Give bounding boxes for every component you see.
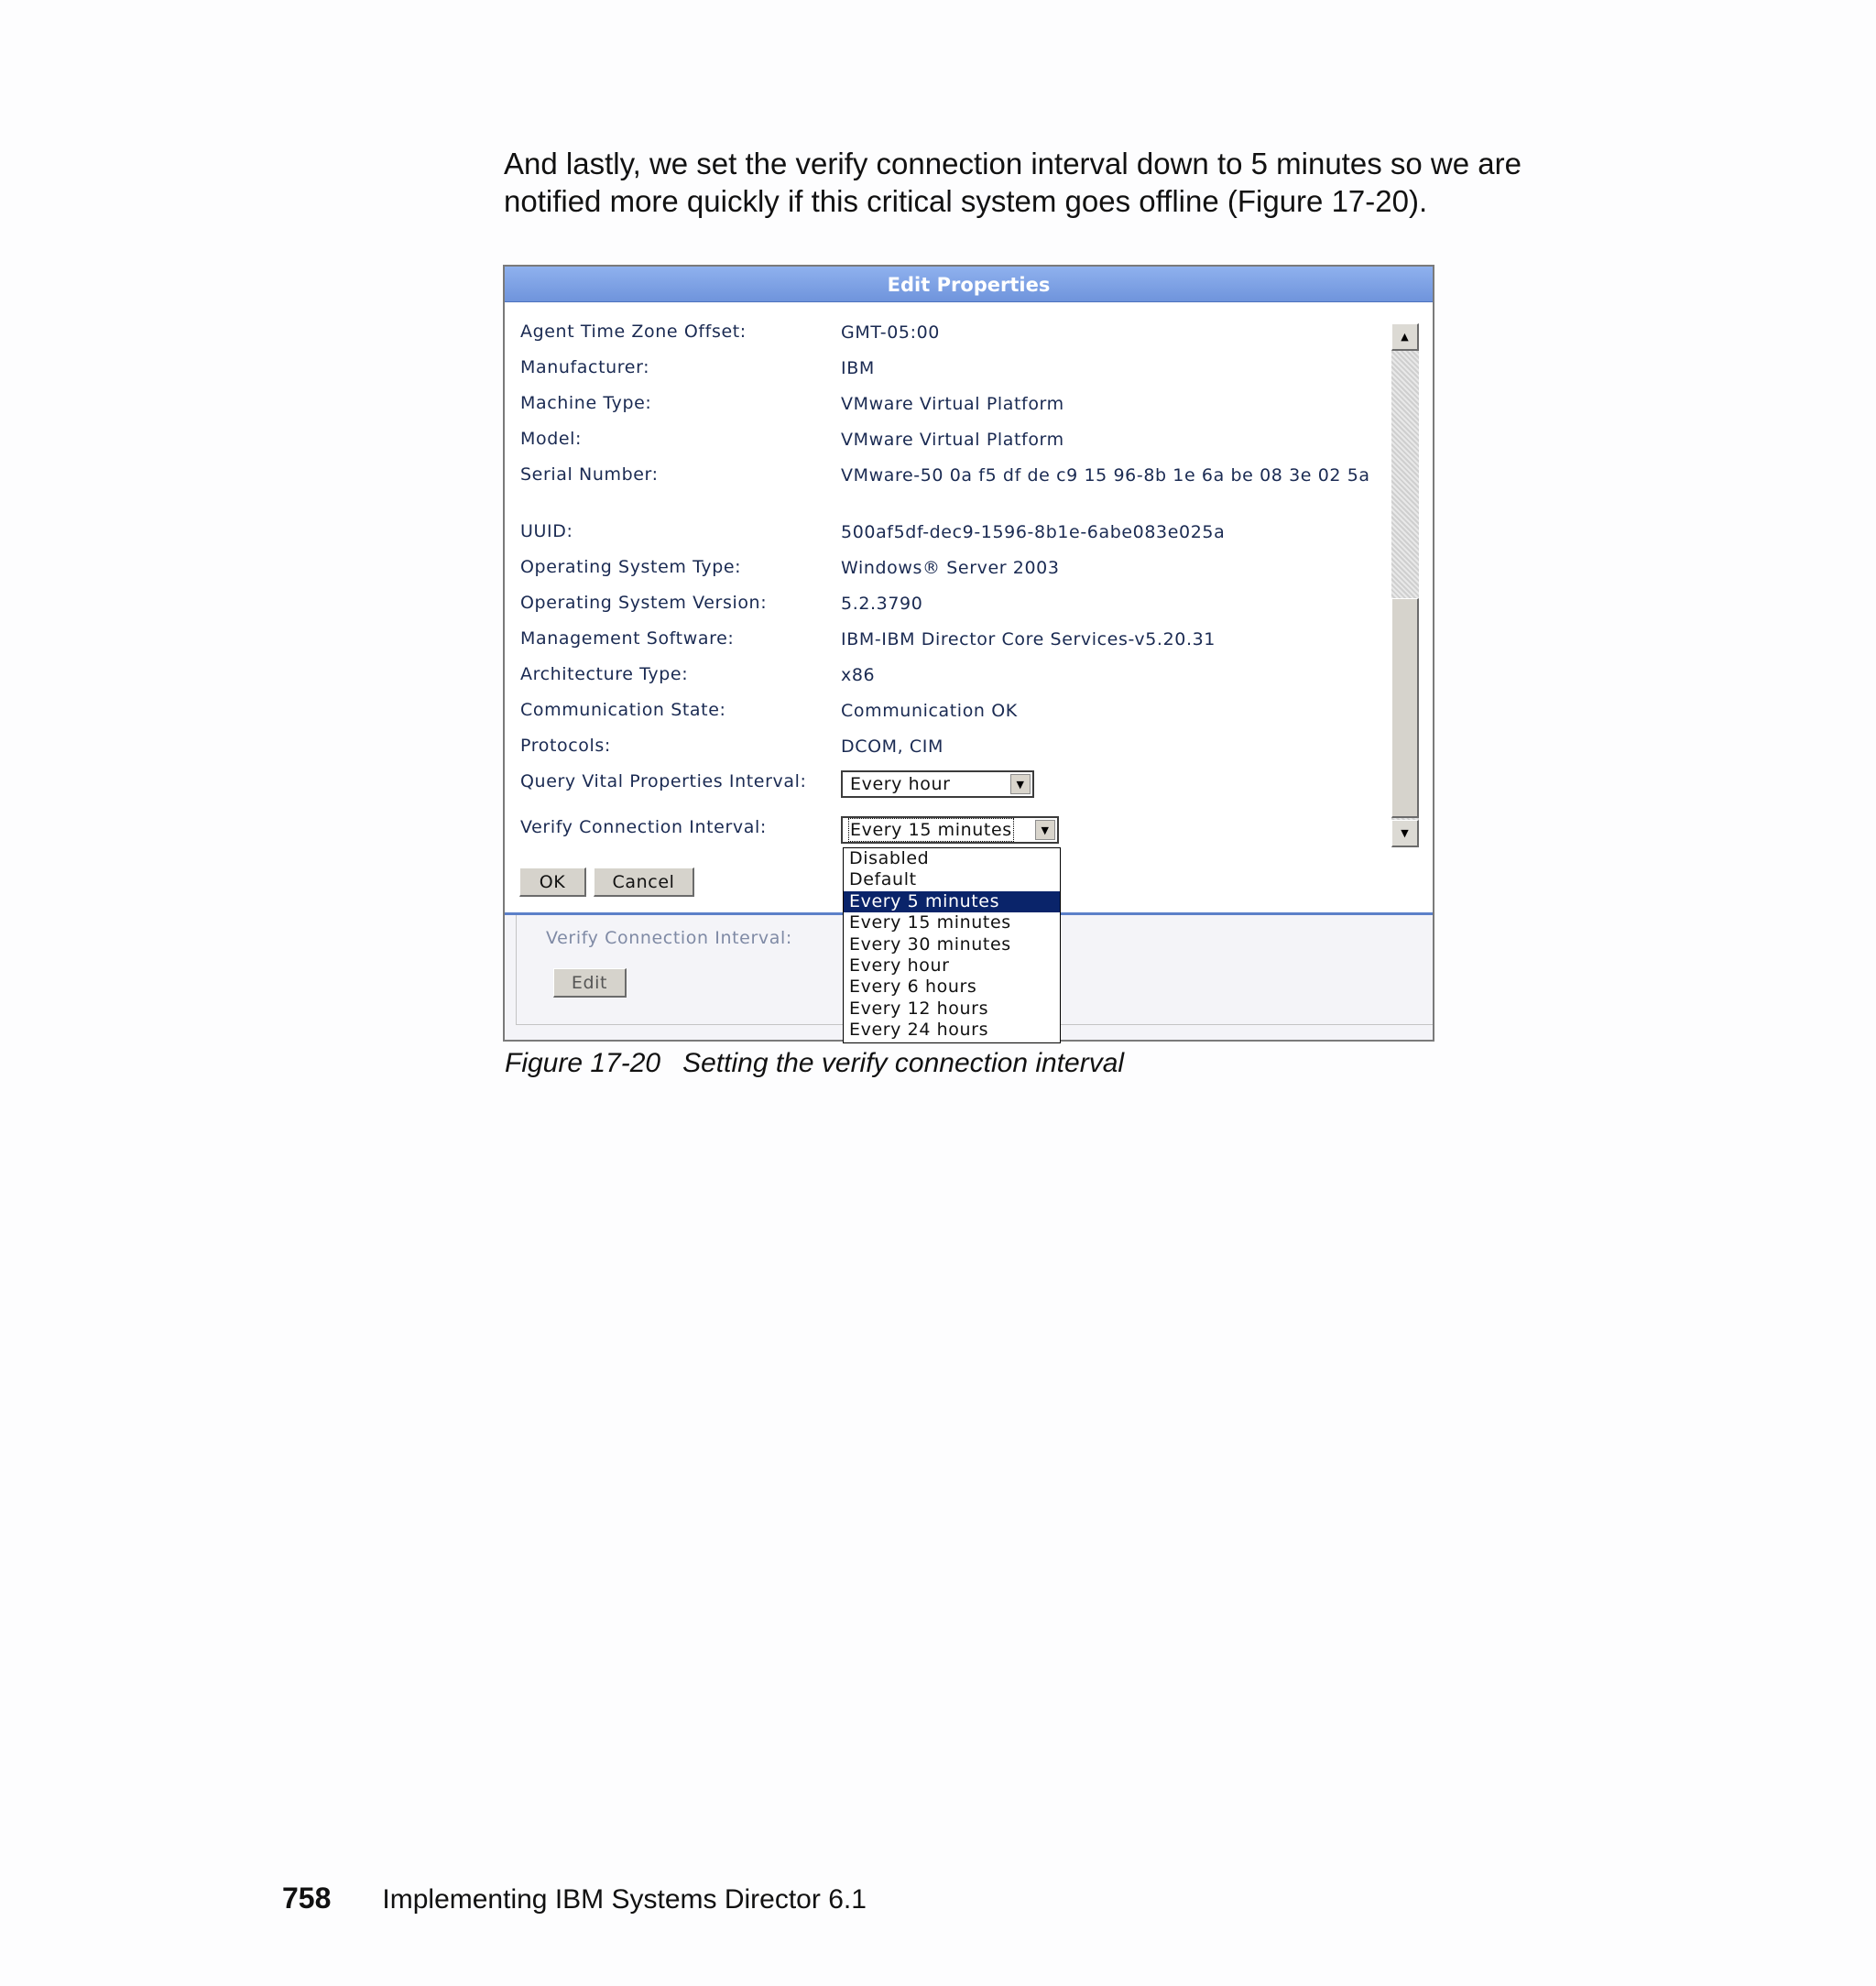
dropdown-option-highlighted[interactable]: Every 5 minutes: [844, 891, 1060, 912]
dropdown-option[interactable]: Every 24 hours: [849, 1020, 989, 1041]
property-label: Communication State:: [520, 700, 726, 720]
verify-interval-select[interactable]: [841, 816, 1059, 844]
vertical-scrollbar[interactable]: [1391, 323, 1419, 847]
property-value: DCOM, CIM: [841, 737, 943, 757]
property-label: Operating System Type:: [520, 557, 742, 577]
edit-button[interactable]: Edit: [553, 968, 627, 998]
query-interval-value: Every hour: [850, 774, 951, 794]
dropdown-option[interactable]: Disabled: [849, 848, 930, 868]
property-label: Machine Type:: [520, 393, 652, 413]
dropdown-option[interactable]: Default: [849, 869, 917, 890]
lower-verify-interval-label: Verify Connection Interval:: [546, 928, 792, 948]
property-value: x86: [841, 665, 876, 685]
figure-caption: [505, 1048, 1124, 1079]
property-label: Architecture Type:: [520, 664, 689, 684]
property-value: Communication OK: [841, 701, 1018, 721]
property-value: 5.2.3790: [841, 594, 923, 614]
scrollbar-thumb[interactable]: [1391, 598, 1419, 818]
property-value: GMT-05:00: [841, 322, 940, 343]
dropdown-option[interactable]: Every 12 hours: [849, 998, 989, 1019]
property-value: VMware-50 0a f5 df de c9 15 96-8b 1e 6a be 08 3e 02 5a: [841, 465, 1370, 486]
chevron-down-icon[interactable]: ▼: [1010, 774, 1031, 794]
cancel-button[interactable]: Cancel: [594, 868, 694, 897]
property-label: UUID:: [520, 521, 573, 541]
query-interval-select[interactable]: [841, 770, 1034, 798]
scroll-up-icon[interactable]: ▲: [1391, 323, 1419, 351]
property-label: Operating System Version:: [520, 593, 768, 613]
edit-properties-window: [503, 265, 1434, 1042]
property-label: Management Software:: [520, 628, 735, 649]
property-label: Agent Time Zone Offset:: [520, 322, 747, 342]
property-value: Windows® Server 2003: [841, 558, 1060, 578]
figure-caption-text: Setting the verify connection interval: [682, 1048, 1125, 1078]
window-title: Edit Properties: [505, 267, 1433, 302]
ok-button[interactable]: OK: [519, 868, 586, 897]
intro-line-2: notified more quickly if this critical system goes offline (Figure 17-20).: [504, 184, 1428, 218]
property-value: 500af5df-dec9-1596-8b1e-6abe083e025a: [841, 522, 1226, 542]
property-value: IBM: [841, 358, 875, 378]
book-title: Implementing IBM Systems Director 6.1: [382, 1884, 867, 1915]
dropdown-option[interactable]: Every 6 hours: [849, 977, 977, 998]
dropdown-option[interactable]: Every hour: [849, 955, 950, 976]
property-value: IBM-IBM Director Core Services-v5.20.31: [841, 629, 1216, 649]
property-value: VMware Virtual Platform: [841, 430, 1064, 450]
verify-interval-dropdown-list[interactable]: [843, 847, 1061, 1043]
verify-interval-value: Every 15 minutes: [850, 820, 1012, 840]
page-number: 758: [282, 1882, 332, 1915]
page-footer: [282, 1882, 867, 1915]
figure-number: Figure 17-20: [505, 1048, 661, 1078]
property-label: Manufacturer:: [520, 357, 650, 377]
dropdown-option[interactable]: Every 15 minutes: [849, 912, 1011, 933]
query-interval-label: Query Vital Properties Interval:: [520, 771, 807, 791]
verify-interval-label: Verify Connection Interval:: [520, 817, 767, 837]
intro-paragraph: [504, 145, 1603, 220]
property-value: VMware Virtual Platform: [841, 394, 1064, 414]
property-label: Model:: [520, 429, 583, 449]
property-label: Serial Number:: [520, 464, 659, 485]
scroll-down-icon[interactable]: ▼: [1391, 820, 1419, 847]
property-label: Protocols:: [520, 736, 611, 756]
dropdown-option[interactable]: Every 30 minutes: [849, 933, 1011, 955]
chevron-down-icon[interactable]: ▼: [1035, 820, 1055, 840]
intro-line-1: And lastly, we set the verify connection interval down to 5 minutes so we are: [504, 147, 1522, 180]
